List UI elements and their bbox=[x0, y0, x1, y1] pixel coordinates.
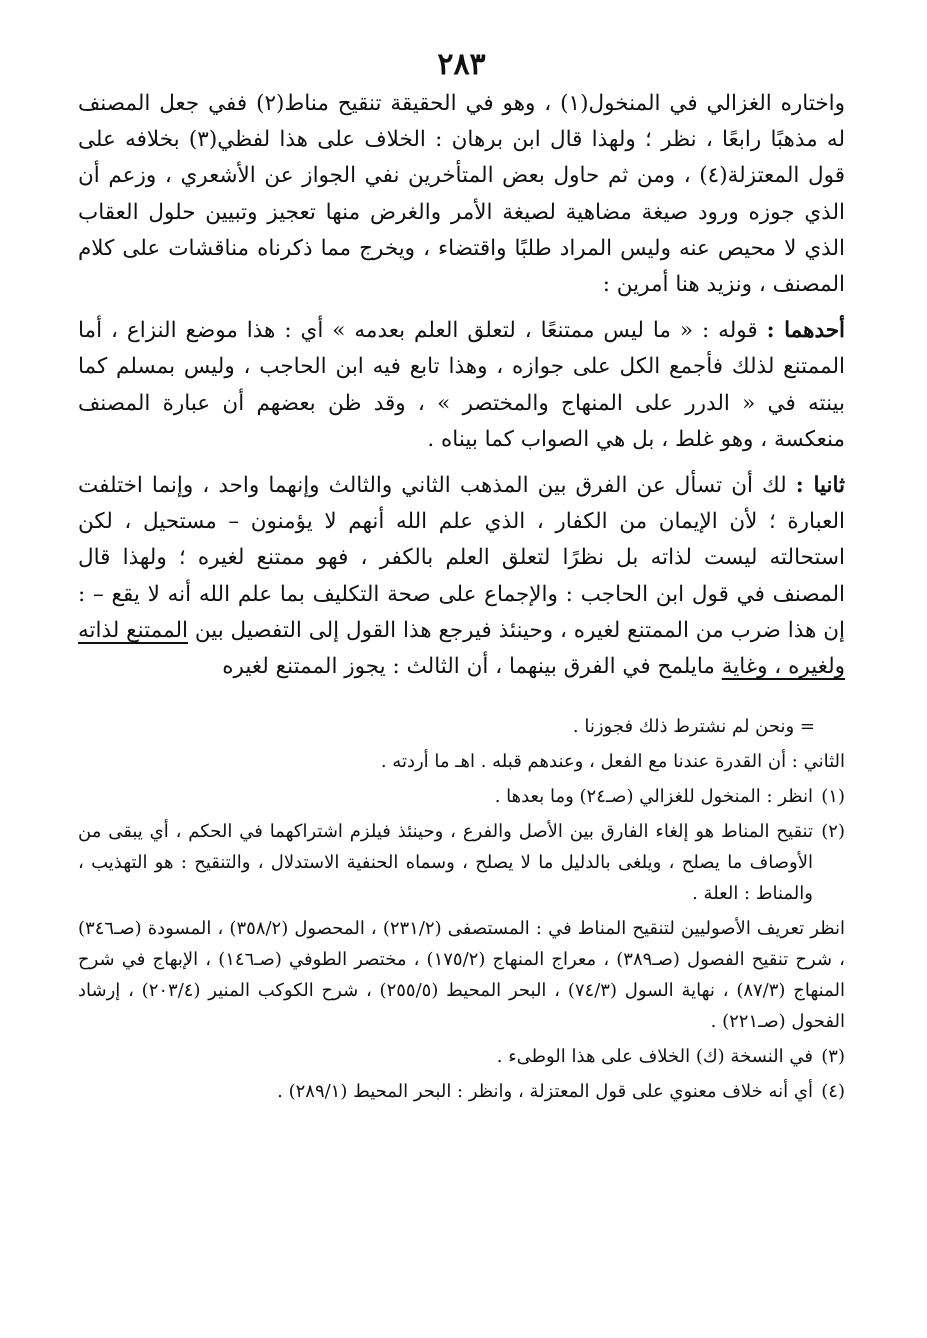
first-point-paragraph bbox=[78, 313, 845, 458]
footnote-text: في النسخة (ك) الخلاف على هذا الوطىء . bbox=[496, 1046, 813, 1068]
footnote-number: (٢) bbox=[821, 821, 845, 843]
footnote-2 bbox=[78, 816, 845, 909]
second-point-lead: ثانيا : bbox=[795, 473, 845, 499]
footnote-number: (١) bbox=[821, 786, 845, 808]
page-number: ٢٨٣ bbox=[437, 47, 486, 82]
underlined-phrase: الممتنع لذاته ولغيره ، وغاية bbox=[78, 617, 845, 680]
second-point-paragraph bbox=[78, 468, 845, 685]
footnote-number: (٤) bbox=[821, 1081, 845, 1103]
second-point-text: لك أن تسأل عن الفرق بين المذهب الثاني والثالث وإنهما واحد ، وإنما اختلفت العبارة ؛ لأن الإيمان من الكفار ، الذي علم الله أنهم لا يؤمنون – مستحيل ، لكن استحالته ليست لذاته بل نظرًا لتعلق العلم بالكفر ، فهو ممتنع لغيره ؛ ولهذا قال المصنف في قول ابن الحاجب : والإجماع على صحة التكليف بما علم الله أنه لا يقع – : إن هذا ضرب من الممتنع لغيره ، وحينئذ فيرجع هذا القول إلى التفصيل بين bbox=[78, 473, 845, 643]
footnote-continuation-2: الثاني : أن القدرة عندنا مع الفعل ، وعندهم قبله . اهـ ما أردته . bbox=[380, 751, 845, 773]
footnote-continuation: = ونحن لم نشترط ذلك فجوزنا . bbox=[572, 716, 815, 738]
footnotes bbox=[78, 711, 845, 1107]
first-point-lead: أحدهما : bbox=[766, 318, 846, 344]
second-point-tail: مايلمح في الفرق بينهما ، أن الثالث : يجوز الممتنع لغيره bbox=[222, 654, 722, 680]
footnote-1 bbox=[78, 781, 845, 812]
footnote-4 bbox=[78, 1076, 845, 1107]
intro-paragraph: واختاره الغزالي في المنخول(١) ، وهو في الحقيقة تنقيح مناط(٢) ففي جعل المصنف له مذهبًا رابعًا ، نظر ؛ ولهذا قال ابن برهان : الخلاف على هذا لفظي(٣) بخلافه على قول المعتزلة(٤) ، ومن ثم حاول بعض المتأخرين نفي الجواز عن الأشعري ، وزعم أن الذي جوزه ورود صيغة مضاهية لصيغة الأمر والغرض منها تعجيز وتبيين حلول العقاب الذي لا محيص عنه وليس المراد طلبًا واقتضاء ، ويخرج مما ذكرناه مناقشات على كلام المصنف ، ونزيد هنا أمرين : bbox=[78, 91, 846, 298]
footnote-2-references: انظر تعريف الأصوليين لتنقيح المناط في : المستصفى (٢٣١/٢) ، المحصول (٣٥٨/٢) ، المسودة (صـ٣٤٦) ، شرح تنقيح الفصول (صـ٣٨٩) ، معراج المنهاج (١٧٥/٢) ، مختصر الطوفي (صـ١٤٦) ، الإبهاج في شرح المنهاج (٨٧/٣) ، نهاية السول (٧٤/٣) ، البحر المحيط (٢٥٥/٥) ، شرح الكوكب المنير (٢٠٣/٤) ، إرشاد الفحول (صـ٢٢١) . bbox=[78, 918, 845, 1033]
main-text bbox=[78, 86, 845, 685]
footnote-number: (٣) bbox=[821, 1046, 845, 1068]
footnote-text: تنقيح المناط هو إلغاء الفارق بين الأصل والفرع ، وحينئذ فيلزم اشتراكهما في الحكم ، أي يبقى من الأوصاف ما يصلح ، ويلغى بالدليل ما لا يصلح ، وسماه الحنفية الاستدلال ، والتنقيح : هو التهذيب ، والمناط : العلة . bbox=[78, 821, 813, 905]
footnote-text: انظر : المنخول للغزالي (صـ٢٤) وما بعدها . bbox=[494, 786, 813, 808]
first-point-text: قوله : « ما ليس ممتنعًا ، لتعلق العلم بعدمه » أي : هذا موضع النزاع ، أما الممتنع لذلك فأجمع الكل على جوازه ، وهذا تابع فيه ابن الحاجب ، وليس بمسلم كما بينته في « الدرر على المنهاج والمختصر » ، وقد ظن بعضهم أن عبارة المصنف منعكسة ، وهو غلط ، بل هي الصواب كما بيناه . bbox=[78, 318, 845, 452]
footnote-3 bbox=[78, 1041, 845, 1072]
footnote-text: أي أنه خلاف معنوي على قول المعتزلة ، وانظر : البحر المحيط (٢٨٩/١) . bbox=[277, 1081, 813, 1103]
